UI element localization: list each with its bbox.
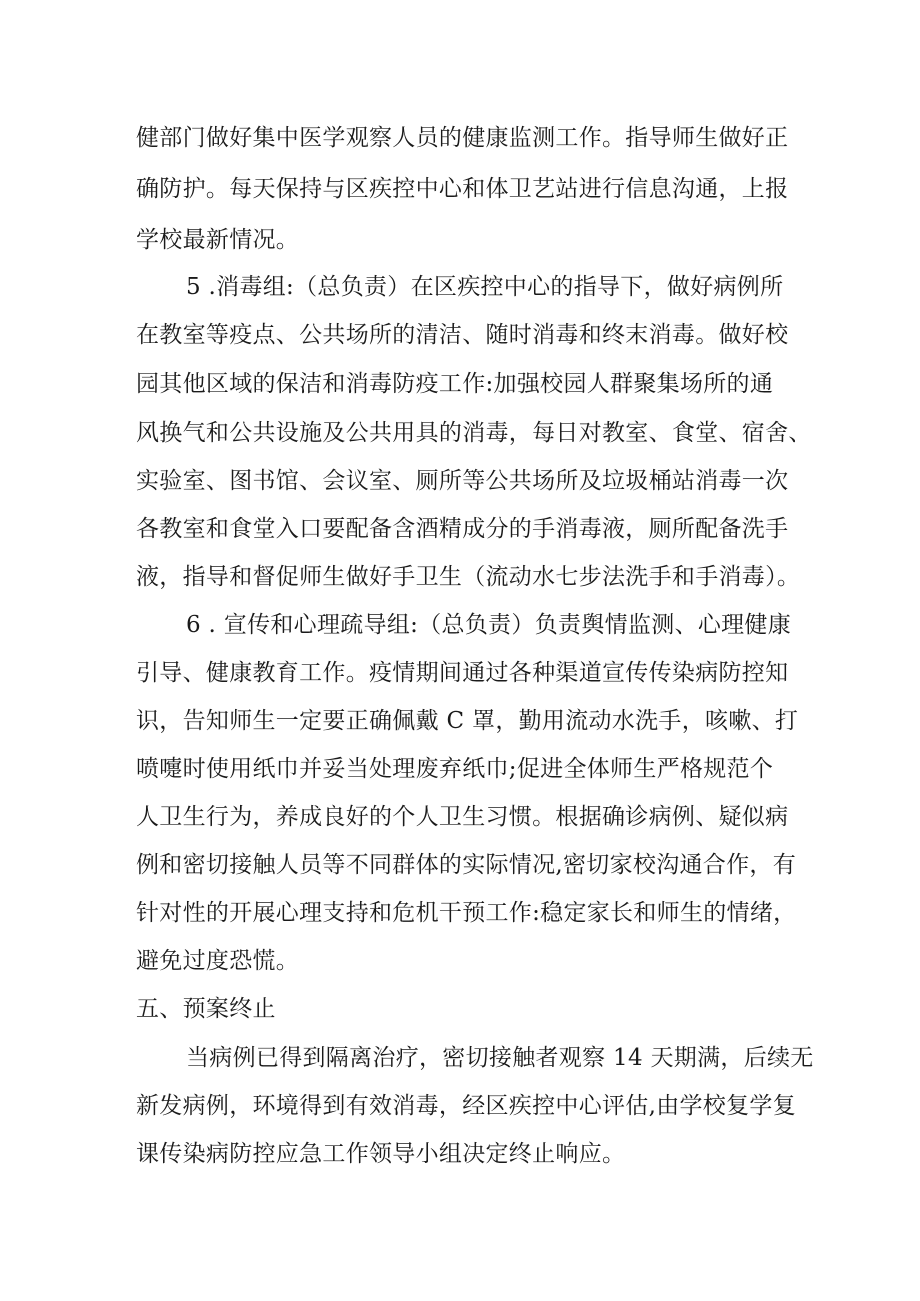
text-line: 人卫生行为，养成良好的个人卫生习惯。根据确诊病例、疑似病 [136,804,789,830]
text-line: 引导、健康教育工作。疫情期间通过各种渠道宣传传染病防控知 [136,660,789,686]
text-line: 避免过度恐慌。 [136,948,300,974]
text-line: 风换气和公共设施及公共用具的消毒，每日对教室、食堂、宿舍、 [136,420,812,446]
text-line: 当病例已得到隔离治疗，密切接触者观察 14 天期满，后续无 [186,1045,814,1071]
section-heading-five: 五、预案终止 [136,996,276,1022]
text-line: 园其他区域的保洁和消毒防疫工作:加强校园人群聚集场所的通 [136,371,774,397]
text-line: 健部门做好集中医学观察人员的健康监测工作。指导师生做好正 [136,125,789,151]
section-6-heading-line: 6 . 宣传和心理疏导组:（总负责）负责舆情监测、心理健康 [186,612,792,638]
text-line: 实验室、图书馆、会议室、厕所等公共场所及垃圾桶站消毒一次 [136,468,789,494]
text-line: 学校最新情况。 [136,227,300,253]
text-line: 各教室和食堂入口要配备含酒精成分的手消毒液，厕所配备洗手 [136,516,789,542]
text-line: 喷嚏时使用纸巾并妥当处理废弃纸巾;促进全体师生严格规范个 [136,756,774,782]
text-line: 课传染病防控应急工作领导小组决定终止响应。 [136,1141,626,1167]
text-line: 确防护。每天保持与区疾控中心和体卫艺站进行信息沟通，上报 [136,176,789,202]
text-line: 例和密切接触人员等不同群体的实际情况,密切家校沟通合作，有 [136,852,797,878]
section-5-heading-line: 5 .消毒组:（总负责）在区疾控中心的指导下，做好病例所 [186,274,784,300]
text-line: 针对性的开展心理支持和危机干预工作:稳定家长和师生的情绪， [136,900,797,926]
text-line: 液，指导和督促师生做好手卫生（流动水七步法洗手和手消毒）。 [136,564,801,590]
text-line: 在教室等疫点、公共场所的清洁、随时消毒和终末消毒。做好校 [136,322,789,348]
text-line: 新发病例，环境得到有效消毒，经区疾控中心评估,由学校复学复 [136,1093,797,1119]
text-line: 识，告知师生一定要正确佩戴 C 罩，勤用流动水洗手，咳嗽、打 [136,708,799,734]
